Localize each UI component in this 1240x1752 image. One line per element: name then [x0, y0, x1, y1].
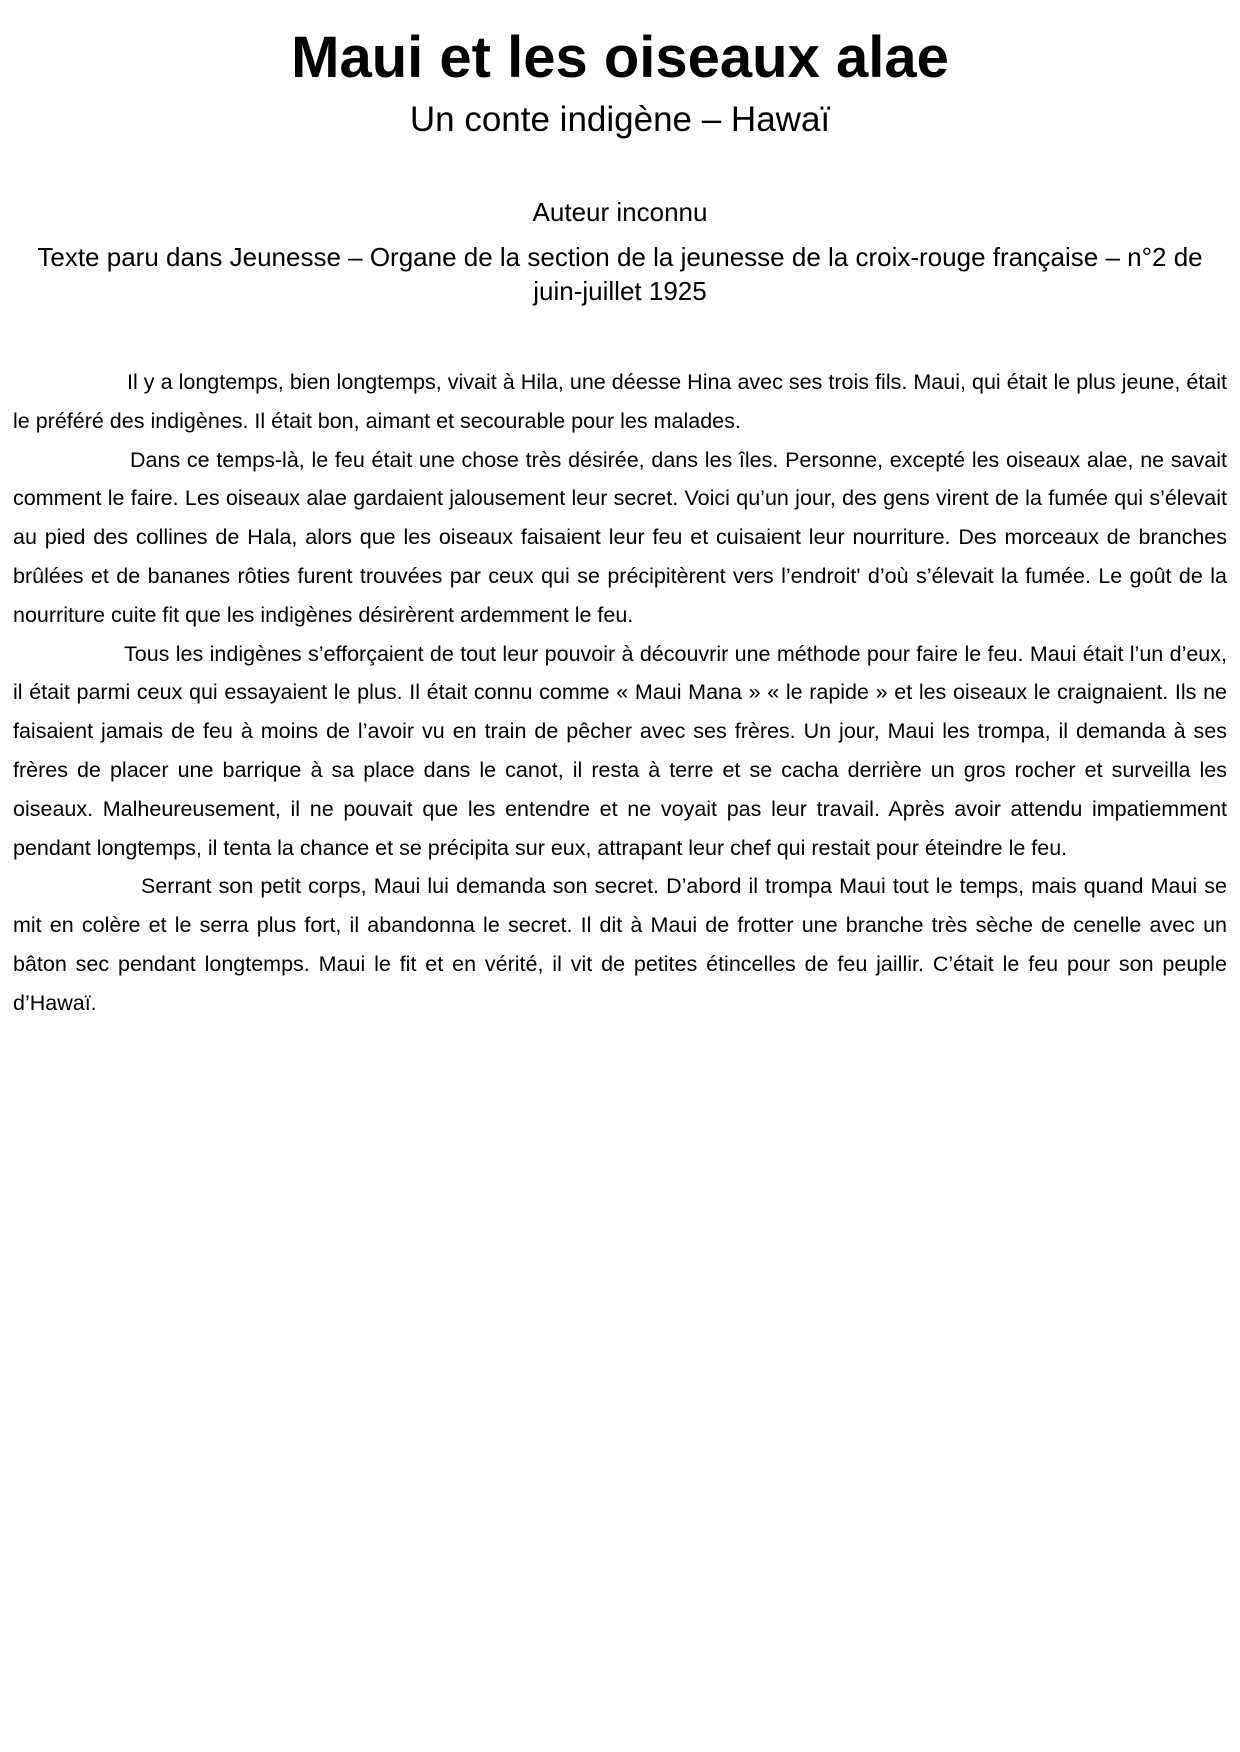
- document-author: Auteur inconnu: [532, 197, 708, 227]
- story-paragraph-1: Il y a longtemps, bien longtemps, vivait à Hila, une déesse Hina avec ses trois fils. Maui, qui était le plus jeune, était le préféré des indigènes. Il était bon, aimant et secourable pour les malades.: [13, 370, 1227, 433]
- story-paragraph-4: Serrant son petit corps, Maui lui demanda son secret. D’abord il trompa Maui tout le temps, mais quand Maui se mit en colère et le serra plus fort, il abandonna le secret. Il dit à Maui de frotter une branche très sèche de cenelle avec un bâton sec pendant longtemps. Maui le fit et en vérité, il vit de petites étincelles de feu jaillir. C’était le feu pour son peuple d’Hawaï.: [13, 874, 1227, 1015]
- story-body: [13, 363, 1227, 1023]
- document-subtitle: Un conte indigène – Hawaï: [409, 100, 831, 139]
- document-title: Maui et les oiseaux alae: [291, 25, 949, 90]
- story-paragraph-2: Dans ce temps-là, le feu était une chose très désirée, dans les îles. Personne, excepté les oiseaux alae, ne savait comment le faire. Les oiseaux alae gardaient jalousement leur secret. Voici qu’un jour, des gens virent de la fumée qui s’élevait au pied des collines de Hala, alors que les oiseaux faisaient leur feu et cuisaient leur nourriture. Des morceaux de branches brûlées et de bananes rôties furent trouvées par ceux qui se précipitèrent vers l’endroit' d’où s’élevait la fumée. Le goût de la nourriture cuite fit que les indigènes désirèrent ardemment le feu.: [13, 447, 1227, 627]
- document-source: Texte paru dans Jeunesse – Organe de la section de la jeunesse de la croix-rouge française – n°2 de juin-juillet 1925: [37, 242, 1203, 306]
- story-paragraph-3: Tous les indigènes s’efforçaient de tout leur pouvoir à découvrir une méthode pour faire le feu. Maui était l’un d’eux, il était parmi ceux qui essayaient le plus. Il était connu comme « Maui Mana » « le rapide » et les oiseaux le craignaient. Ils ne faisaient jamais de feu à moins de l’avoir vu en train de pêcher avec ses frères. Un jour, Maui les trompa, il demanda à ses frères de placer une barrique à sa place dans le canot, il resta à terre et se cacha derrière un gros rocher et surveilla les oiseaux. Malheureusement, il ne pouvait que les entendre et ne voyait pas leur travail. Après avoir attendu impatiemment pendant longtemps, il tenta la chance et se précipita sur eux, attrapant leur chef qui restait pour éteindre le feu.: [13, 641, 1227, 860]
